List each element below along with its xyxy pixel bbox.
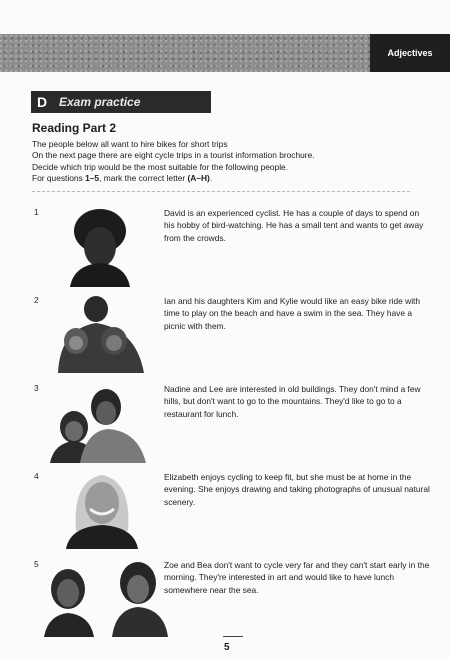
header-band [0, 34, 450, 72]
answer-letters: (A–H) [187, 172, 210, 183]
part-title: Reading Part 2 [32, 121, 117, 135]
instruction-line: The people below all want to hire bikes for short trips [32, 139, 228, 149]
pair-photo [40, 559, 172, 637]
section-banner [31, 91, 211, 113]
page-number: 5 [224, 642, 230, 653]
footer-rule [223, 636, 243, 637]
instruction-text: . [209, 172, 213, 183]
group-photo [52, 295, 148, 373]
instruction-text: For questions [32, 172, 86, 183]
instruction-line [32, 173, 412, 184]
question-text: Ian and his daughters Kim and Kylie would like an easy bike ride with time to play on the beach and have a swim in the sea. They have a picnic with them. [164, 296, 421, 331]
question-number: 1 [34, 207, 39, 217]
question-text: Zoe and Bea don't want to cycle very far and they can't start early in the morning. They're interested in art and would like to have lunch somewhere near the sea. [164, 560, 430, 595]
chapter-tab [370, 34, 450, 72]
question-text: David is an experienced cyclist. He has a couple of days to spend on his hobby of bird-watching. He has a small tent and wants to get away from the crowds. [164, 208, 424, 243]
question-text: Nadine and Lee are interested in old buildings. They don't mind a few hills, but don't want to go to the mountains. They'd like to go to a restaurant for lunch. [164, 384, 421, 419]
question-range: 1–5 [85, 172, 100, 183]
chapter-tab-label: Adjectives [387, 48, 433, 58]
question-item [0, 383, 450, 473]
question-number: 4 [34, 471, 39, 481]
question-item [0, 295, 450, 385]
instruction-line: Decide which trip would be the most suitable for the following people. [32, 161, 289, 172]
instruction-line: On the next page there are eight cycle trips in a tourist information brochure. [32, 150, 315, 161]
section-title: Exam practice [59, 95, 141, 109]
person-photo [60, 207, 140, 287]
question-number: 5 [34, 559, 39, 569]
instructions [32, 139, 412, 184]
person-photo [60, 471, 144, 549]
divider [32, 191, 410, 192]
couple-photo [46, 383, 150, 463]
question-item [0, 207, 450, 297]
section-letter: D [36, 94, 48, 110]
question-text: Elizabeth enjoys cycling to keep fit, but she must be at home in the evening. She enjoys drawing and taking photographs of unusual natural scenery. [164, 472, 430, 507]
instruction-text: , mark the correct letter [99, 172, 188, 183]
question-number: 3 [34, 383, 39, 393]
question-number: 2 [34, 295, 39, 305]
question-item [0, 471, 450, 561]
